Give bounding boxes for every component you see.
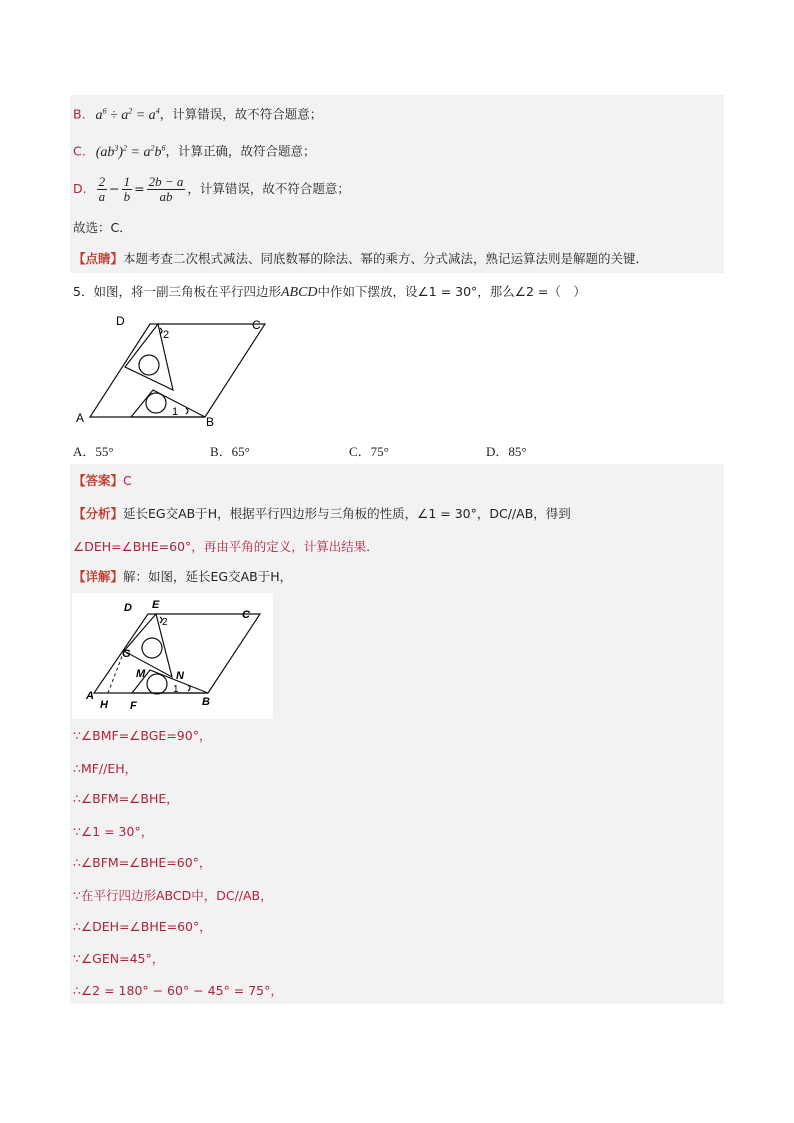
option-d-line: D. $\frac{2}{a}$ − $\frac{1}{b}$ = $\frac{2b - a}{ab}$ ，计算错误，故不符合题意；: [73, 174, 350, 204]
step-line: ∵在平行四边形ABCD中，DC//AB，: [73, 888, 273, 903]
option-c-line: C. $(ab^3)^2 = a^2b^6$，计算正确，故符合题意；: [73, 143, 316, 160]
detail-line: 【详解】解：如图，延长EG交AB于H，: [73, 569, 293, 584]
step-line: ∵∠1 = 30°，: [73, 824, 154, 839]
fig2-label-H: H: [100, 699, 108, 711]
choice-d: D．85°: [486, 444, 527, 459]
circle-upper-2: [142, 638, 162, 658]
q5-stem: 5．如图，将一副三角板在平行四边形ABCD中作如下摆放，设∠1 = 30°，那么∠2 =（ ）: [73, 284, 586, 300]
prev-comment: 【点睛】本题考查二次根式减法、同底数幂的除法、幂的乘方、分式减法，熟记运算法则是解题的关键．: [73, 251, 649, 266]
fig2-label-A: A: [86, 690, 94, 702]
fig2-label-N: N: [176, 670, 184, 682]
q5-figure: [72, 310, 282, 430]
detail-figure: [72, 593, 273, 719]
fig2-label-G: G: [122, 648, 131, 660]
choice-a: A．55°: [73, 444, 114, 459]
label-C: C: [252, 318, 261, 332]
triangle-lower: [131, 390, 205, 417]
choice-c: C．75°: [349, 444, 389, 459]
circle-upper: [139, 355, 159, 375]
fig2-label-M: M: [136, 668, 146, 680]
step-line: ∴∠DEH=∠BHE=60°，: [73, 919, 212, 934]
step-line: ∴∠BFM=∠BHE，: [73, 791, 179, 806]
fig2-label-2: 2: [162, 617, 168, 628]
step-line: ∵∠BMF=∠BGE=90°，: [73, 728, 212, 743]
analysis-line-2: ∠DEH=∠BHE=60°，再由平角的定义，计算出结果．: [73, 539, 379, 554]
circle-lower: [146, 393, 166, 413]
fig2-label-E: E: [152, 599, 160, 611]
angle-2-arc: [160, 328, 162, 334]
step-line: ∴MF//EH，: [73, 761, 138, 776]
label-1: 1: [172, 406, 179, 418]
fig2-label-C: C: [242, 609, 250, 621]
step-line: ∴∠BFM=∠BHE=60°，: [73, 855, 212, 870]
option-b-line: B. $a^6 \div a^2 = a^4$，计算错误，故不符合题意；: [73, 106, 323, 123]
label-2: 2: [163, 329, 170, 341]
label-D: D: [116, 314, 125, 328]
circle-lower-2: [147, 674, 167, 694]
answer-line: 【答案】C: [73, 473, 132, 488]
prev-select: 故选：C．: [73, 220, 132, 235]
fig2-label-1: 1: [173, 684, 179, 695]
label-A: A: [76, 411, 85, 425]
step-line: ∴∠2 = 180° − 60° − 45° = 75°，: [73, 983, 283, 998]
label-B: B: [206, 415, 215, 429]
fig2-label-D: D: [124, 602, 132, 614]
angle-1-arc: [186, 408, 188, 414]
analysis-line-1: 【分析】延长EG交AB于H，根据平行四边形与三角板的性质，∠1 = 30°，DC//AB，得到: [73, 506, 571, 521]
fig2-label-F: F: [130, 700, 137, 712]
step-line: ∵∠GEN=45°，: [73, 951, 165, 966]
fig2-label-B: B: [202, 696, 210, 708]
choice-b: B．65°: [210, 444, 250, 459]
